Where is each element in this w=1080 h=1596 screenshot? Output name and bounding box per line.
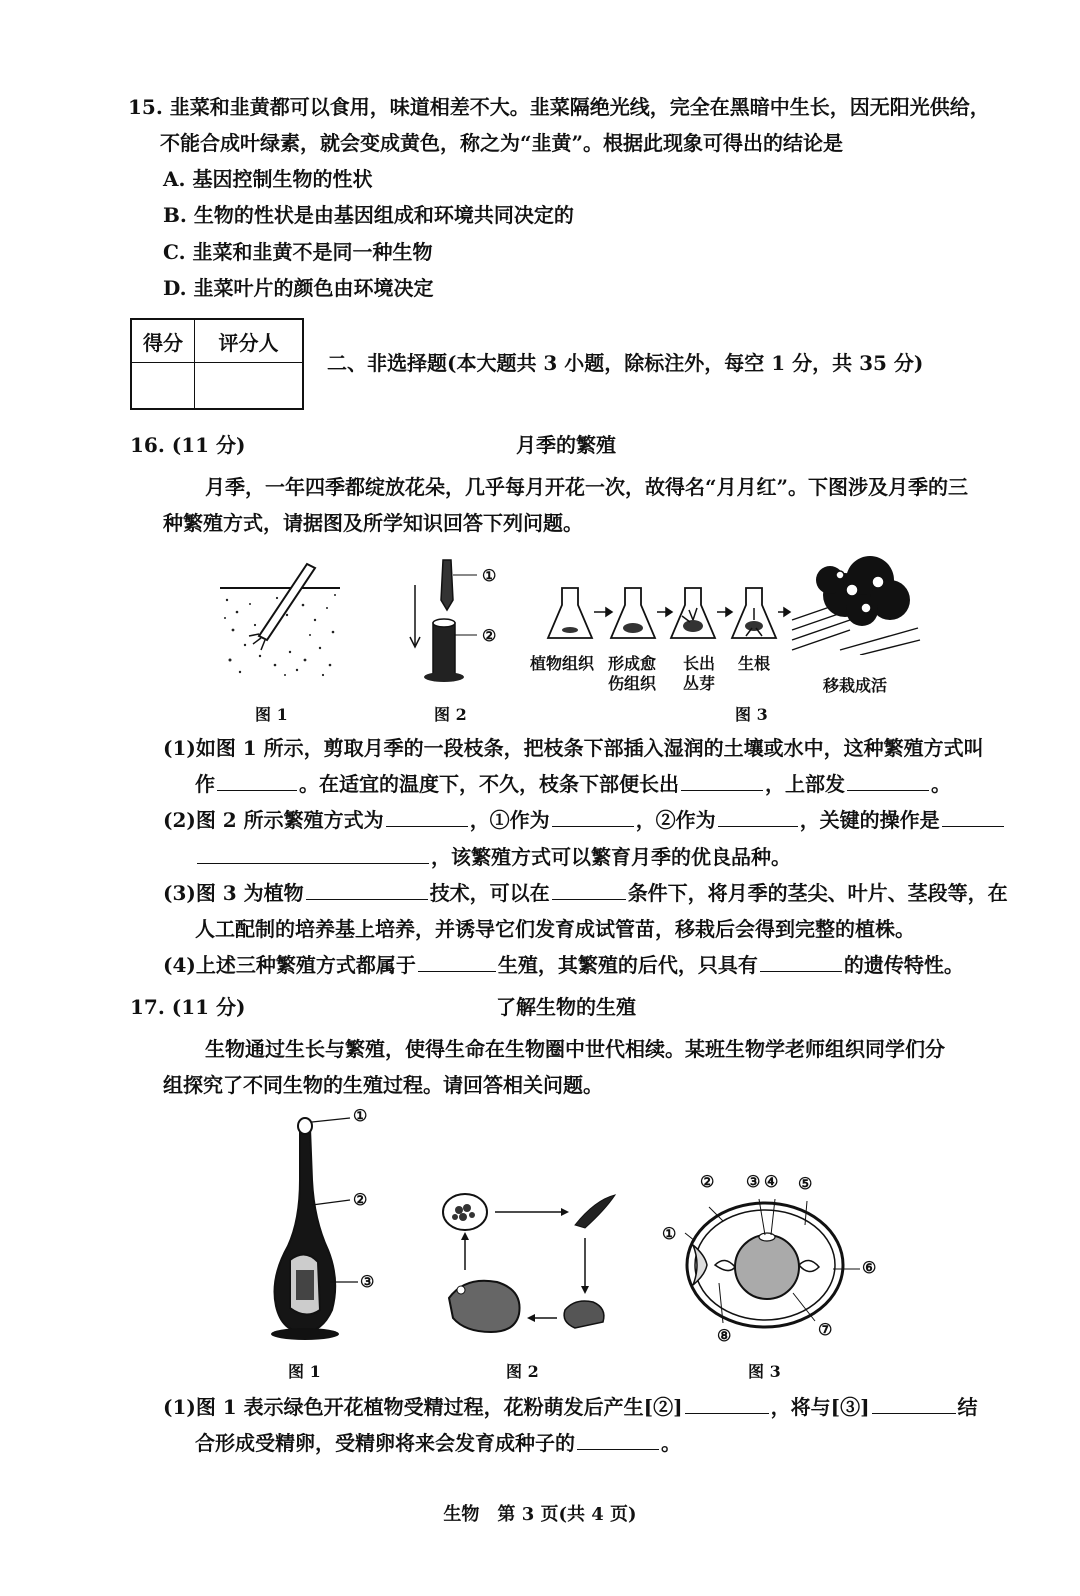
q16-part3-blank1[interactable] xyxy=(306,879,428,900)
q16-part2-text-d: ，关键的操作是 xyxy=(799,808,940,832)
q16-number: 16. (11 分) xyxy=(130,433,246,457)
score-header: 得分 xyxy=(131,319,195,363)
q16-part2-text-c: ，②作为 xyxy=(635,808,716,832)
q16-part4-text-a: (4)上述三种繁殖方式都属于 xyxy=(163,953,416,977)
q16-fig3-step1: 植物组织 xyxy=(530,654,595,673)
q17-number: 17. (11 分) xyxy=(130,995,246,1019)
q17-part1-line2 xyxy=(195,1428,681,1458)
q17-intro-line1: 生物通过生长与繁殖，使得生命在生物圈中世代相续。某班生物学老师组织同学们分 xyxy=(205,1037,945,1061)
q16-part2-line1 xyxy=(163,805,1006,835)
q17-fig1-pistil-illustration xyxy=(260,1110,380,1340)
q17-part1-blank1[interactable] xyxy=(685,1393,769,1414)
q16-part3-blank2[interactable] xyxy=(552,879,626,900)
q16-part3-line2: 人工配制的培养基上培养，并诱导它们发育成试管苗，移栽后会得到完整的植株。 xyxy=(195,917,915,941)
page-footer: 生物 第 3 页(共 4 页) xyxy=(443,1504,637,1525)
q16-part4-blank2[interactable] xyxy=(760,951,842,972)
q16-fig3-step5: 移栽成活 xyxy=(823,676,888,695)
q16-fig2-caption: 图 2 xyxy=(434,705,467,724)
score-cell[interactable] xyxy=(131,363,195,410)
q17-fig1-mark2: ② xyxy=(353,1190,368,1209)
q16-fig3-step2-line1: 形成愈 xyxy=(608,654,657,673)
q17-fig1-mark1: ① xyxy=(353,1106,368,1125)
q16-part3-text-b: 技术，可以在 xyxy=(429,881,550,905)
q17-part1-blank2[interactable] xyxy=(872,1393,956,1414)
q16-part3-text-c: 条件下，将月季的茎尖、叶片、茎段等，在 xyxy=(627,881,1008,905)
q17-fig2-frog-lifecycle-illustration xyxy=(435,1190,635,1345)
q16-part1-text-c: ，上部发 xyxy=(765,772,845,796)
q16-part2-line2 xyxy=(195,842,791,872)
q16-part2-blank4a[interactable] xyxy=(942,806,1004,827)
q15-stem-line2: 不能合成叶绿素，就会变成黄色，称之为“韭黄”。根据此现象可得出的结论是 xyxy=(160,131,844,155)
q16-fig3-step2-line2: 伤组织 xyxy=(608,674,657,693)
q17-title: 了解生物的生殖 xyxy=(496,995,636,1019)
q17-fig3-mark8: ⑧ xyxy=(717,1326,732,1345)
q17-fig3-mark6: ⑥ xyxy=(862,1258,877,1277)
q17-fig3-mark7: ⑦ xyxy=(818,1320,833,1339)
q17-part1-text-b: ，将与[③] xyxy=(770,1395,870,1419)
q16-part3-text-a: (3)图 3 为植物 xyxy=(163,881,304,905)
q16-fig1-caption: 图 1 xyxy=(255,705,288,724)
q16-fig2-mark2: ② xyxy=(482,626,497,645)
q17-fig1-mark3: ③ xyxy=(360,1272,375,1291)
q17-fig3-mark2: ② xyxy=(700,1172,715,1191)
q16-part2-text-a: (2)图 2 所示繁殖方式为 xyxy=(163,808,384,832)
q16-part2-blank4b[interactable] xyxy=(197,843,429,864)
q16-part4-text-c: 的遗传特性。 xyxy=(843,953,964,977)
q17-part1-line1 xyxy=(163,1392,978,1422)
q17-part1-blank3[interactable] xyxy=(577,1429,659,1450)
q16-intro-line2: 种繁殖方式，请据图及所学知识回答下列问题。 xyxy=(163,511,583,535)
q17-fig3-mark4: ④ xyxy=(764,1172,779,1191)
q17-fig3-mark1: ① xyxy=(662,1224,677,1243)
q17-fig1-caption: 图 1 xyxy=(288,1362,321,1381)
section2-heading: 二、非选择题(本大题共 3 小题，除标注外，每空 1 分，共 35 分) xyxy=(327,351,924,375)
grader-header: 评分人 xyxy=(195,319,304,363)
q16-part1-text-a: 作 xyxy=(195,772,215,796)
q17-part1-text-c: 结 xyxy=(957,1395,978,1419)
q16-part1-blank1[interactable] xyxy=(217,770,297,791)
q17-fig3-mark3: ③ xyxy=(746,1172,761,1191)
q17-fig3-egg-illustration xyxy=(675,1185,875,1345)
q17-fig3-mark5: ⑤ xyxy=(798,1174,813,1193)
q15-option-c[interactable]: C. 韭菜和韭黄不是同一种生物 xyxy=(163,240,433,264)
q16-fig3-step3-line2: 丛芽 xyxy=(683,674,716,693)
q16-part2-text-e: ，该繁殖方式可以繁育月季的优良品种。 xyxy=(431,845,791,869)
q16-fig3-caption: 图 3 xyxy=(735,705,768,724)
score-table xyxy=(130,318,304,410)
q17-fig2-caption: 图 2 xyxy=(506,1362,539,1381)
q16-fig3-step3-line1: 长出 xyxy=(683,654,716,673)
q16-part1-blank3[interactable] xyxy=(847,770,929,791)
q17-intro-line2: 组探究了不同生物的生殖过程。请回答相关问题。 xyxy=(163,1073,603,1097)
q16-fig3-step4: 生根 xyxy=(738,654,771,673)
q16-part1-line1: (1)如图 1 所示，剪取月季的一段枝条，把枝条下部插入湿润的土壤或水中，这种繁殖方式叫 xyxy=(163,736,984,760)
q16-part1-text-d: 。 xyxy=(931,772,951,796)
q16-part4-line1 xyxy=(163,950,964,980)
q16-fig1-cutting-illustration xyxy=(215,560,345,680)
q16-part2-blank2[interactable] xyxy=(552,806,634,827)
q16-part1-text-b: 。在适宜的温度下，不久，枝条下部便长出 xyxy=(299,772,679,796)
q17-fig3-caption: 图 3 xyxy=(748,1362,781,1381)
q16-part4-text-b: 生殖，其繁殖的后代，只具有 xyxy=(497,953,758,977)
grader-cell[interactable] xyxy=(195,363,304,410)
q16-fig3-tissue-culture-illustration xyxy=(540,550,930,655)
q16-part2-blank1[interactable] xyxy=(386,806,468,827)
q15-stem-line1: 15. 韭菜和韭黄都可以食用，味道相差不大。韭菜隔绝光线，完全在黑暗中生长，因无阳光供给， xyxy=(128,95,990,119)
q16-part1-blank2[interactable] xyxy=(681,770,763,791)
q16-intro-line1: 月季，一年四季都绽放花朵，几乎每月开花一次，故得名“月月红”。下图涉及月季的三 xyxy=(205,475,969,499)
q17-part1-text-e: 。 xyxy=(661,1431,681,1455)
q16-fig2-mark1: ① xyxy=(482,566,497,585)
q17-part1-text-d: 合形成受精卵，受精卵将来会发育成种子的 xyxy=(195,1431,575,1455)
q16-part2-text-b: ，①作为 xyxy=(469,808,550,832)
q15-option-a[interactable]: A. 基因控制生物的性状 xyxy=(163,167,373,191)
q16-title: 月季的繁殖 xyxy=(516,433,616,457)
q16-fig2-grafting-illustration xyxy=(405,555,485,685)
q16-part1-line2 xyxy=(195,769,951,799)
q15-option-d[interactable]: D. 韭菜叶片的颜色由环境决定 xyxy=(163,276,434,300)
q15-option-b[interactable]: B. 生物的性状是由基因组成和环境共同决定的 xyxy=(163,203,574,227)
q16-part4-blank1[interactable] xyxy=(418,951,496,972)
q16-part2-blank3[interactable] xyxy=(718,806,798,827)
q17-part1-text-a: (1)图 1 表示绿色开花植物受精过程，花粉萌发后产生[②] xyxy=(163,1395,683,1419)
q16-part3-line1 xyxy=(163,878,1008,908)
